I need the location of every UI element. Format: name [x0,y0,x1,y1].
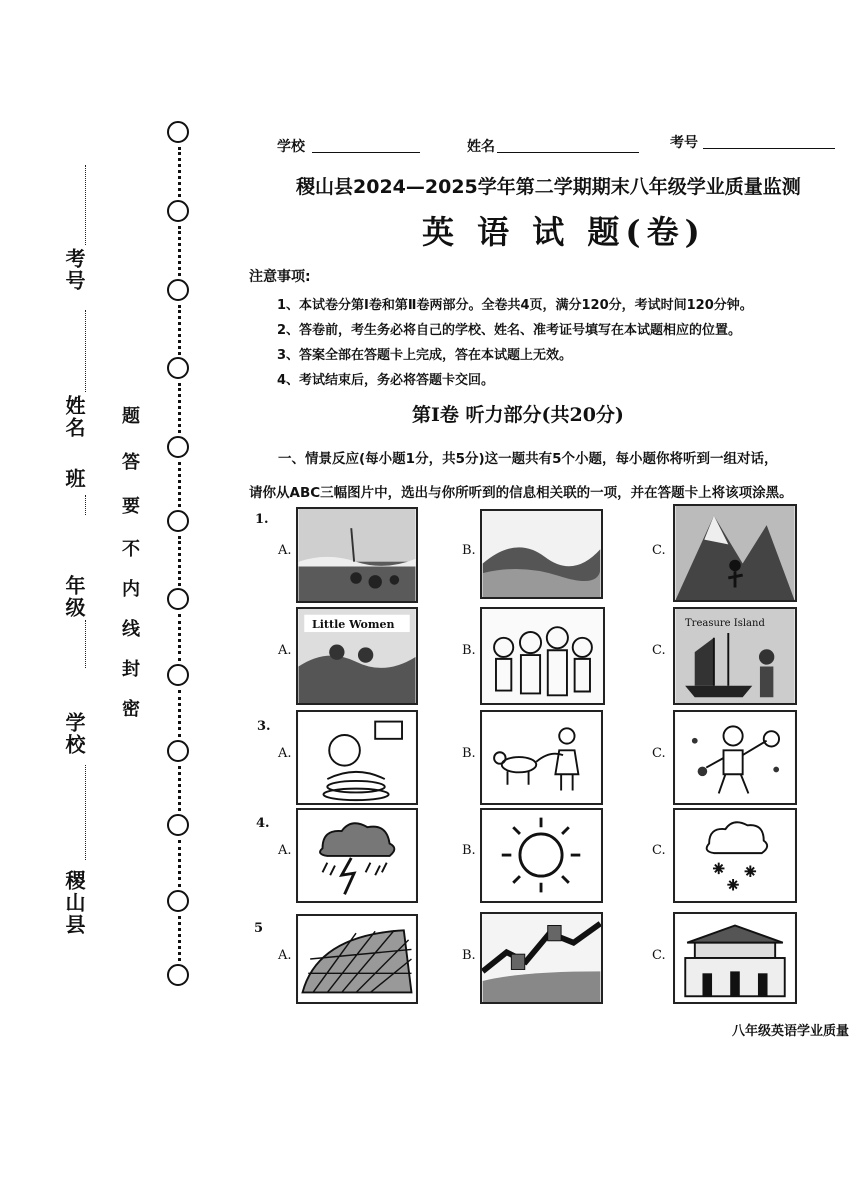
header-exam-no-label: 考号 [670,135,698,151]
exam-title: 稷山县2024—2025学年第二学期期末八年级学业质量监测 [296,176,801,198]
book-title-treasure-island: Treasure Island [685,618,765,629]
seal-circle [167,121,189,143]
option-letter: A. [278,746,292,761]
seal-dotted-line [178,766,181,811]
option-letter: A. [278,948,292,963]
school-label: 学校 [62,712,86,756]
washing-dishes-icon[interactable] [296,710,418,805]
school-line [85,765,86,860]
seal-dotted-line [178,383,181,433]
seal-dotted-line [178,462,181,507]
grade-label: 年级 [62,575,86,619]
section-instruction-2: 请你从ABC三幅图片中，选出与你所听到的信息相关联的一项，并在答题卡上将该项涂黑。 [249,485,793,501]
book-little-women-icon[interactable] [296,607,418,705]
seal-dotted-line [178,614,181,661]
class-line [85,495,86,515]
picking-litter-icon[interactable] [673,710,797,805]
beach-icon[interactable] [296,507,418,603]
question-number: 3. [257,719,271,734]
option-letter: B. [462,948,476,963]
seal-dotted-line [178,147,181,197]
exam-no-label: 考号 [62,248,86,292]
seal-dotted-line [178,305,181,355]
birds-nest-stadium-icon[interactable] [296,914,418,1004]
seal-circle [167,279,189,301]
desert-icon[interactable] [480,509,603,599]
seal-circle [167,357,189,379]
page-footer: 八年级英语学业质量 [732,1024,850,1039]
option-letter: B. [462,843,476,858]
book-title-little-women: Little Women [312,618,395,631]
seal-dotted-line [178,690,181,737]
option-letter: B. [462,643,476,658]
option-letter: A. [278,843,292,858]
option-letter: C. [652,543,666,558]
question-number: 1. [255,512,269,527]
option-letter: A. [278,643,292,658]
seal-circle [167,814,189,836]
header-school-blank [312,152,420,153]
option-letter: C. [652,746,666,761]
mountain-climber-icon[interactable] [673,504,797,602]
tiananmen-icon[interactable] [673,912,797,1004]
seal-circle [167,200,189,222]
snow-icon[interactable] [673,808,797,903]
seal-circle [167,436,189,458]
option-letter: B. [462,543,476,558]
exam-subtitle: 英 语 试 题(卷) [422,213,706,251]
seal-circle [167,588,189,610]
seal-warning-3: 线 [122,619,140,640]
walking-dog-icon[interactable] [480,710,603,805]
option-letter: C. [652,948,666,963]
header-name-blank [497,152,639,153]
seal-warning-4: 内 [122,579,140,600]
class-label: 班 [62,468,86,490]
option-letter: C. [652,643,666,658]
county-label: 稷山县 [62,870,86,936]
option-letter: C. [652,843,666,858]
option-letter: B. [462,746,476,761]
notice-item-4: 4、考试结束后，务必将答题卡交回。 [277,373,495,388]
exam-no-line [85,165,86,245]
section-instruction-1: 一、情景反应(每小题1分，共5分)这一题共有5个小题，每小题你将听到一组对话， [278,451,778,467]
header-exam-no-blank [703,148,835,149]
seal-circle [167,890,189,912]
seal-warning-6: 要 [122,496,140,517]
seal-warning-5: 不 [122,539,140,560]
grade-line [85,620,86,668]
notice-heading: 注意事项: [249,269,311,285]
seal-dotted-line [178,840,181,887]
question-number: 4. [256,816,270,831]
question-number: 5 [254,921,264,936]
seal-circle [167,740,189,762]
seal-circle [167,664,189,686]
book-treasure-island-icon[interactable] [673,607,797,705]
seal-circle [167,510,189,532]
seal-warning-7: 答 [122,452,140,473]
seal-dotted-line [178,226,181,276]
notice-item-1: 1、本试卷分第Ⅰ卷和第Ⅱ卷两部分。全卷共4页，满分120分，考试时间120分钟。 [277,298,753,313]
name-label: 姓名 [62,395,86,439]
seal-warning-8: 题 [122,406,140,427]
sun-icon[interactable] [480,808,603,903]
notice-item-3: 3、答案全部在答题卡上完成，答在本试题上无效。 [277,348,573,363]
seal-warning-2: 封 [122,659,140,680]
header-school-label: 学校 [277,139,305,155]
name-line [85,310,86,392]
journey-west-characters-icon[interactable] [480,607,605,705]
seal-dotted-line [178,916,181,961]
great-wall-icon[interactable] [480,912,603,1004]
header-name-label: 姓名 [467,139,495,155]
notice-item-2: 2、答卷前，考生务必将自己的学校、姓名、准考证号填写在本试题相应的位置。 [277,323,742,338]
section-title: 第Ⅰ卷 听力部分(共20分) [412,404,624,426]
seal-dotted-line [178,536,181,586]
seal-circle [167,964,189,986]
seal-warning-1: 密 [122,699,140,720]
thunderstorm-icon[interactable] [296,808,418,903]
option-letter: A. [278,543,292,558]
